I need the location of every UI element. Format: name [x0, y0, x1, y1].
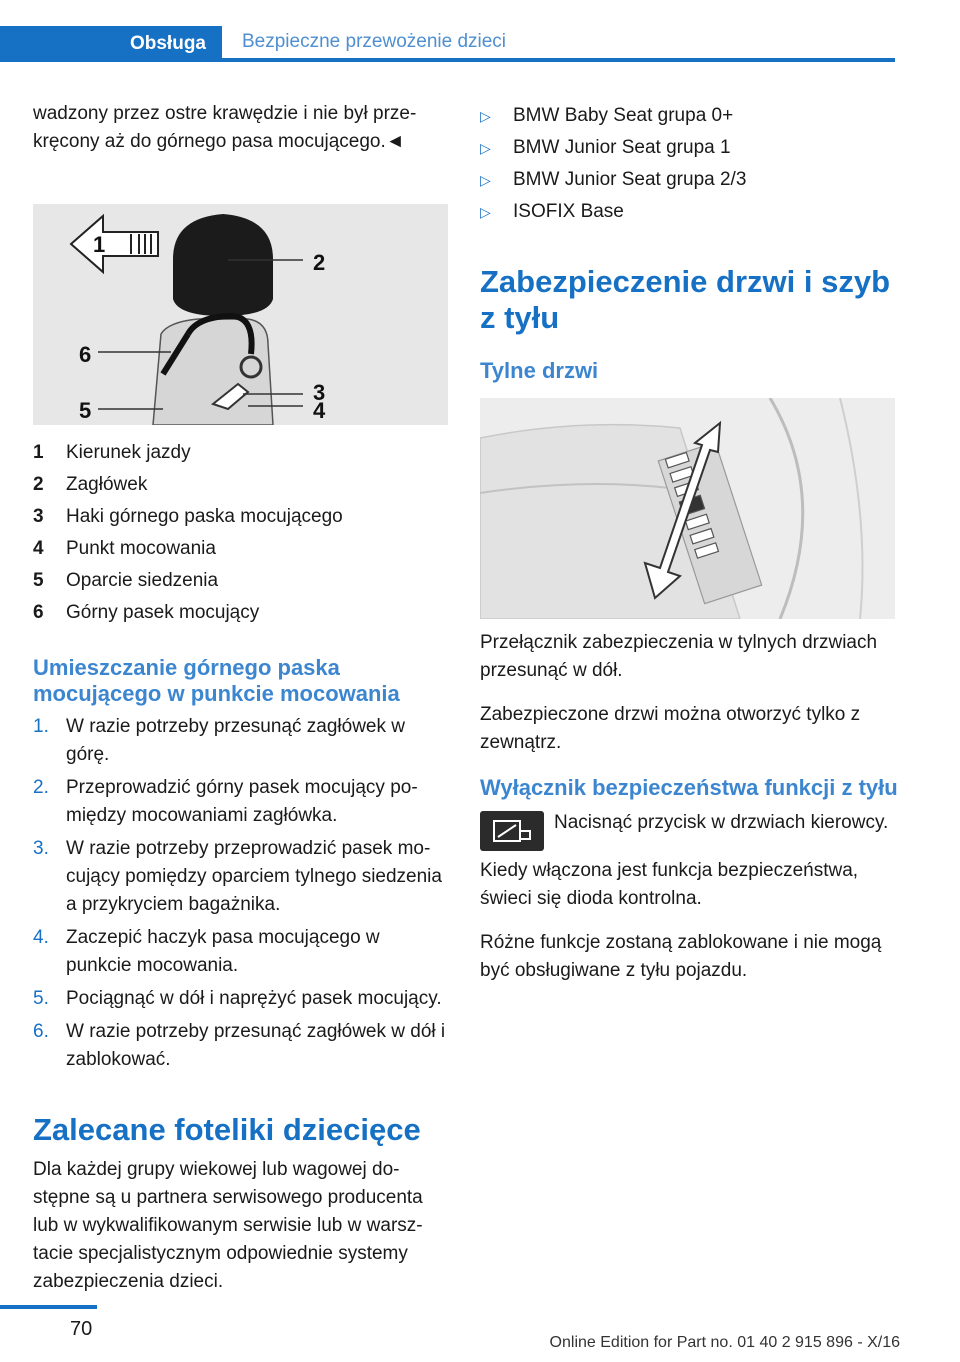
list-item: 4. Zaczepić haczyk pasa mocującego w punkcie mocowania. [33, 927, 380, 976]
rear-door-figure [480, 398, 895, 619]
headrest-figure [33, 204, 448, 425]
figure-label-4: 4 [313, 398, 326, 423]
section-tab[interactable]: Obsługa [0, 26, 222, 62]
figure-label-6: 6 [79, 342, 92, 367]
subheading-safety-switch: Wyłącznik bezpieczeństwa funkcji z tyłu [480, 775, 898, 800]
page-number: 70 [70, 1318, 93, 1340]
door-lock-illustration [480, 398, 895, 619]
right-column [480, 100, 898, 985]
legend-row: 5 Oparcie siedzenia [33, 570, 219, 591]
triangle-bullet-icon: ▷ [480, 204, 491, 220]
safety-paragraph: Kiedy włączona jest funkcja bezpieczeństwa, świeci się dioda kontrolna. [480, 860, 859, 909]
figure-legend [33, 437, 448, 629]
child-seats-paragraph: Dla każdej grupy wiekowej lub wagowej dostępne są u partnera serwisowego producenta lub w wykwalifikowanym serwisie lub w warsztacie specjalistycznym odpowiednie systemy zabezpieczenia dzieci. [33, 1159, 423, 1292]
rear-door-paragraph: Przełącznik zabezpieczenia w tylnych drzwiach przesunąć w dół. [480, 632, 878, 681]
seat-list [480, 100, 898, 228]
steps-list [33, 713, 448, 1074]
list-item: ▷ BMW Junior Seat grupa 2/3 [480, 164, 898, 196]
triangle-bullet-icon: ▷ [480, 140, 491, 156]
safety-paragraph-2: Różne funkcje zostaną zablokowane i nie mogą być obsługiwane z tyłu pojazdu. [480, 932, 882, 981]
legend-row: 2 Zagłówek [33, 474, 148, 495]
edition-text: Online Edition for Part no. 01 40 2 915 896 - X/16 [549, 1334, 900, 1351]
heading-door-lock: Zabezpieczenie drzwi i szyb z tyłu [480, 264, 891, 335]
figure-label-5: 5 [79, 398, 92, 423]
safety-button-row [480, 809, 898, 851]
header-bar [0, 26, 895, 62]
legend-row: 6 Górny pasek mocujący [33, 602, 260, 623]
list-item: ▷ ISOFIX Base [480, 196, 898, 228]
subsection-tab[interactable]: Bezpieczne przewożenie dzieci [222, 26, 895, 62]
list-item: 1. W razie potrzeby przesunąć zagłówek w górę. [33, 716, 405, 765]
legend-row: 3 Haki górnego paska mocującego [33, 506, 343, 527]
list-item: 6. W razie potrzeby przesunąć zagłówek w dół i zablokować. [33, 1021, 446, 1070]
footer-divider [0, 1305, 97, 1309]
figure-label-3: 3 [313, 380, 326, 405]
safety-button-text: Nacisnąć przycisk w drzwiach kierowcy. [554, 812, 889, 833]
list-item: 5. Pociągnąć w dół i naprężyć pasek mocujący. [33, 988, 442, 1009]
triangle-bullet-icon: ▷ [480, 172, 491, 188]
headrest-illustration [33, 204, 448, 425]
legend-row: 4 Punkt mocowania [33, 538, 216, 559]
left-column [33, 100, 448, 1296]
window-lock-button-icon [480, 811, 544, 851]
list-item: 2. Przeprowadzić górny pasek mocujący pomiędzy mocowaniami zagłówka. [33, 777, 418, 826]
triangle-bullet-icon: ▷ [480, 108, 491, 124]
intro-paragraph: wadzony przez ostre krawędzie i nie był przekręcony aż do górnego pasa mocującego.◄ [33, 103, 417, 152]
list-item: ▷ BMW Junior Seat grupa 1 [480, 132, 898, 164]
figure-label-2: 2 [313, 250, 326, 275]
rear-door-paragraph-2: Zabezpieczone drzwi można otworzyć tylko z zewnątrz. [480, 704, 861, 753]
list-item: 3. W razie potrzeby przeprowadzić pasek mocujący pomiędzy oparciem tylnego siedzenia a przykryciem bagażnika. [33, 838, 442, 915]
figure-label-1: 1 [93, 232, 106, 257]
legend-row: 1 Kierunek jazdy [33, 442, 191, 463]
subheading-mounting: Umieszczanie górnego paska mocującego w punkcie mocowania [33, 655, 400, 706]
heading-child-seats: Zalecane foteliki dziecięce [33, 1112, 421, 1147]
subheading-rear-doors: Tylne drzwi [480, 358, 599, 383]
list-item: ▷ BMW Baby Seat grupa 0+ [480, 100, 898, 132]
